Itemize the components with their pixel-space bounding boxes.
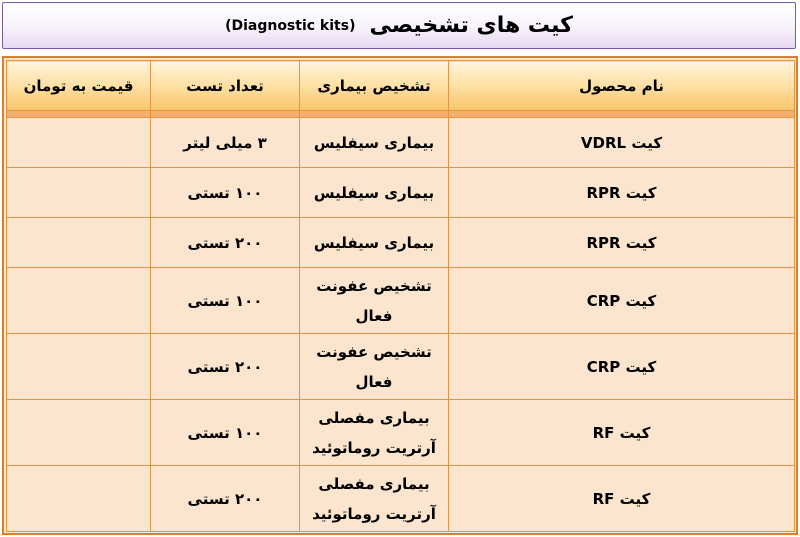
diagnosis-cell: بیماری مفصلی آرتریت روماتوئید <box>300 466 449 532</box>
price-cell <box>7 400 151 466</box>
diagnosis-cell: تشخیص عفونت فعال <box>300 334 449 400</box>
product-name-prefix: کیت <box>619 489 651 508</box>
price-cell <box>7 118 151 168</box>
price-cell <box>7 168 151 218</box>
price-table-frame <box>2 56 798 535</box>
product-name-prefix: کیت <box>625 357 657 376</box>
product-name-cell <box>449 400 795 466</box>
test-count-cell: ۲۰۰ تستی <box>151 334 300 400</box>
price-cell <box>7 466 151 532</box>
diagnostic-kits-table <box>6 60 795 532</box>
table-row <box>7 334 795 400</box>
product-name-prefix: کیت <box>631 133 663 152</box>
page-title: کیت های تشخیصی <box>369 13 573 38</box>
product-name-prefix: کیت <box>625 183 657 202</box>
product-code: VDRL <box>580 133 627 152</box>
page-subtitle: (Diagnostic kits) <box>225 17 356 34</box>
table-row <box>7 466 795 532</box>
product-code: RPR <box>586 183 621 202</box>
product-name-prefix: کیت <box>619 423 651 442</box>
product-code: RPR <box>586 233 621 252</box>
product-code: CRP <box>586 291 621 310</box>
product-name-cell <box>449 168 795 218</box>
price-cell <box>7 334 151 400</box>
header-test-count: تعداد تست <box>151 61 300 111</box>
product-name-cell <box>449 334 795 400</box>
product-name-cell <box>449 118 795 168</box>
header-diagnosis: تشخیص بیماری <box>300 61 449 111</box>
page-title-bar <box>2 2 796 49</box>
test-count-cell: ۱۰۰ تستی <box>151 268 300 334</box>
diagnosis-cell: بیماری سیفلیس <box>300 168 449 218</box>
table-row <box>7 400 795 466</box>
header-price: قیمت به تومان <box>7 61 151 111</box>
diagnosis-cell: تشخیص عفونت فعال <box>300 268 449 334</box>
separator-cell <box>151 111 300 118</box>
price-cell <box>7 218 151 268</box>
table-header-row <box>7 61 795 111</box>
diagnosis-cell: بیماری سیفلیس <box>300 118 449 168</box>
product-name-cell <box>449 466 795 532</box>
separator-cell <box>300 111 449 118</box>
test-count-cell: ۱۰۰ تستی <box>151 400 300 466</box>
product-code: RF <box>592 489 615 508</box>
diagnosis-cell: بیماری مفصلی آرتریت روماتوئید <box>300 400 449 466</box>
test-count-cell: ۱۰۰ تستی <box>151 168 300 218</box>
table-row <box>7 118 795 168</box>
table-row <box>7 268 795 334</box>
diagnosis-cell: بیماری سیفلیس <box>300 218 449 268</box>
test-count-cell: ۳ میلی لیتر <box>151 118 300 168</box>
separator-cell <box>449 111 795 118</box>
product-name-prefix: کیت <box>625 233 657 252</box>
header-product-name: نام محصول <box>449 61 795 111</box>
test-count-cell: ۲۰۰ تستی <box>151 466 300 532</box>
product-name-cell <box>449 218 795 268</box>
product-code: RF <box>592 423 615 442</box>
price-cell <box>7 268 151 334</box>
product-name-prefix: کیت <box>625 291 657 310</box>
header-separator <box>7 111 795 118</box>
table-row <box>7 218 795 268</box>
test-count-cell: ۲۰۰ تستی <box>151 218 300 268</box>
product-name-cell <box>449 268 795 334</box>
table-row <box>7 168 795 218</box>
separator-cell <box>7 111 151 118</box>
product-code: CRP <box>586 357 621 376</box>
